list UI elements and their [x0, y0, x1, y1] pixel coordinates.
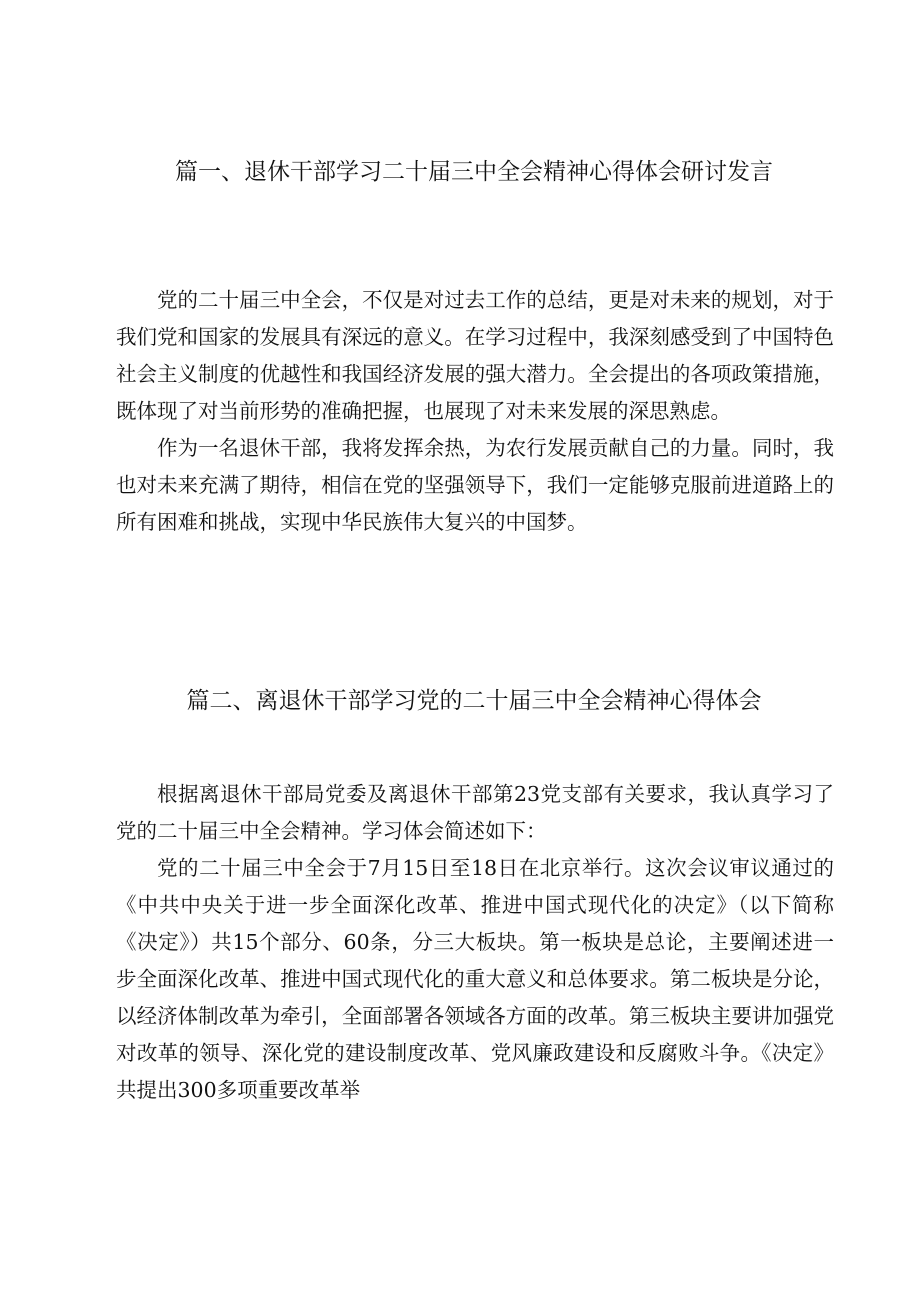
section-1-paragraph-1: 党的二十届三中全会，不仅是对过去工作的总结，更是对未来的规划，对于我们党和国家的发展具有深远的意义。在学习过程中，我深刻感受到了中国特色社会主义制度的优越性和我国经济发展的强大潜力。全会提出的各项政策措施，既体现了对当前形势的准确把握，也展现了对未来发展的深思熟虑。: [116, 288, 834, 423]
section-1-paragraph-2: 作为一名退休干部，我将发挥余热，为农行发展贡献自己的力量。同时，我也对未来充满了期待，相信在党的坚强领导下，我们一定能够克服前进道路上的所有困难和挑战，实现中华民族伟大复兴的中国梦。: [116, 436, 834, 534]
section-2-paragraph-1: 根据离退休干部局党委及离退休干部第23党支部有关要求，我认真学习了党的二十届三中全会精神。学习体会简述如下：: [116, 782, 834, 843]
section-1-body: [116, 282, 834, 541]
section-2-paragraph-2: 党的二十届三中全会于7月15日至18日在北京举行。这次会议审议通过的《中共中央关于进一步全面深化改革、推进中国式现代化的决定》（以下简称《决定》）共15个部分、60条，分三大板块。第一板块是总论，主要阐述进一步全面深化改革、推进中国式现代化的重大意义和总体要求。第二板块是分论，以经济体制改革为牵引，全面部署各领域各方面的改革。第三板块主要讲加强党对改革的领导、深化党的建设制度改革、党风廉政建设和反腐败斗争。《决定》共提出300多项重要改革举: [116, 856, 834, 1102]
section-2-body: [116, 776, 834, 1109]
section-1-title: 篇一、退休干部学习二十届三中全会精神心得体会研讨发言: [175, 159, 773, 185]
section-2-title: 篇二、离退休干部学习党的二十届三中全会精神心得体会: [186, 688, 762, 714]
